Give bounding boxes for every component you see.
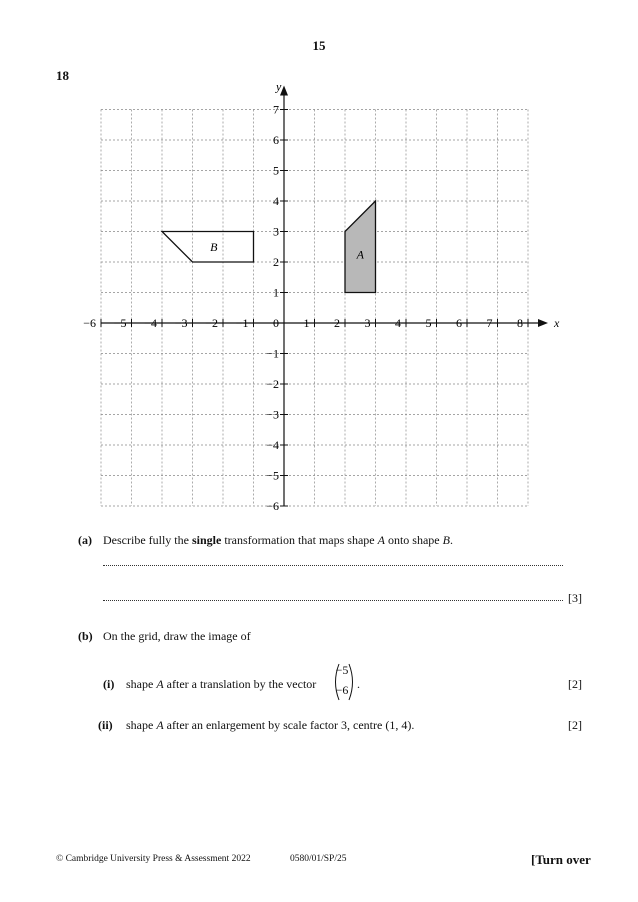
part-b-i-label: (i) [103, 677, 115, 691]
answer-line-2[interactable] [103, 598, 563, 601]
x-tick-label: 5 [425, 316, 432, 330]
x-tick-label: −3 [174, 316, 188, 330]
y-tick-label: −4 [266, 438, 279, 452]
x-tick-label: 2 [334, 316, 340, 330]
origin-label: 0 [273, 316, 279, 330]
part-b-i-text: shape A after a translation by the vector [126, 677, 317, 691]
shape-b [162, 232, 254, 263]
y-tick-label: −1 [266, 346, 279, 361]
x-tick-label: −4 [144, 316, 157, 330]
turn-over: [Turn over [531, 852, 591, 867]
shape-b-label: B [210, 239, 218, 254]
y-tick-label: 6 [273, 133, 279, 147]
x-tick-label: −1 [235, 316, 249, 330]
vector-period: . [357, 677, 360, 691]
part-a-marks: [3] [568, 591, 582, 605]
answer-line-1[interactable] [103, 563, 563, 566]
x-tick-label: 6 [456, 316, 462, 330]
y-tick-label: 2 [273, 255, 279, 269]
vector-top: −5 [335, 663, 349, 677]
grid-lines [101, 110, 528, 507]
page-number: 15 [312, 38, 326, 53]
x-tick-label: 1 [303, 316, 310, 330]
part-b-ii-text: shape A after an enlargement by scale factor 3, centre (1, 4). [126, 718, 415, 732]
part-b-text: On the grid, draw the image of [103, 629, 251, 643]
y-tick-label: 5 [273, 163, 279, 178]
shape-a-label: A [356, 247, 364, 262]
x-tick-label: −5 [113, 316, 127, 330]
x-axis-label: x [554, 316, 560, 330]
y-tick-label: −6 [266, 499, 279, 513]
part-b-i-marks: [2] [568, 677, 582, 691]
x-tick-label: 8 [517, 316, 523, 330]
part-b-ii-marks: [2] [568, 718, 582, 732]
x-tick-label: 3 [364, 316, 371, 330]
y-tick-label: −3 [266, 407, 279, 422]
question-number: 18 [56, 68, 69, 83]
x-tick-label: 7 [486, 316, 493, 330]
y-tick-label: 4 [273, 194, 279, 208]
footer-copyright: © Cambridge University Press & Assessment 2022 [56, 854, 251, 864]
part-b-label: (b) [78, 629, 93, 643]
x-tick-label: −6 [83, 316, 96, 330]
x-axis-arrow [538, 319, 548, 327]
y-tick-label: 7 [273, 102, 279, 117]
part-b-ii-label: (ii) [98, 718, 113, 732]
y-tick-label: −2 [266, 377, 279, 391]
x-tick-label: 4 [395, 316, 401, 330]
x-tick-label: −2 [205, 316, 218, 330]
y-tick-label: −5 [266, 468, 279, 483]
vector-bottom: −6 [335, 683, 349, 697]
y-axis-label: y [276, 79, 282, 94]
footer-code: 0580/01/SP/25 [290, 854, 347, 864]
y-tick-label: 3 [273, 224, 279, 239]
part-a-label: (a) [78, 533, 92, 547]
part-a-question: Describe fully the single transformation that maps shape A onto shape B. [103, 533, 453, 547]
y-tick-label: 1 [273, 285, 279, 300]
